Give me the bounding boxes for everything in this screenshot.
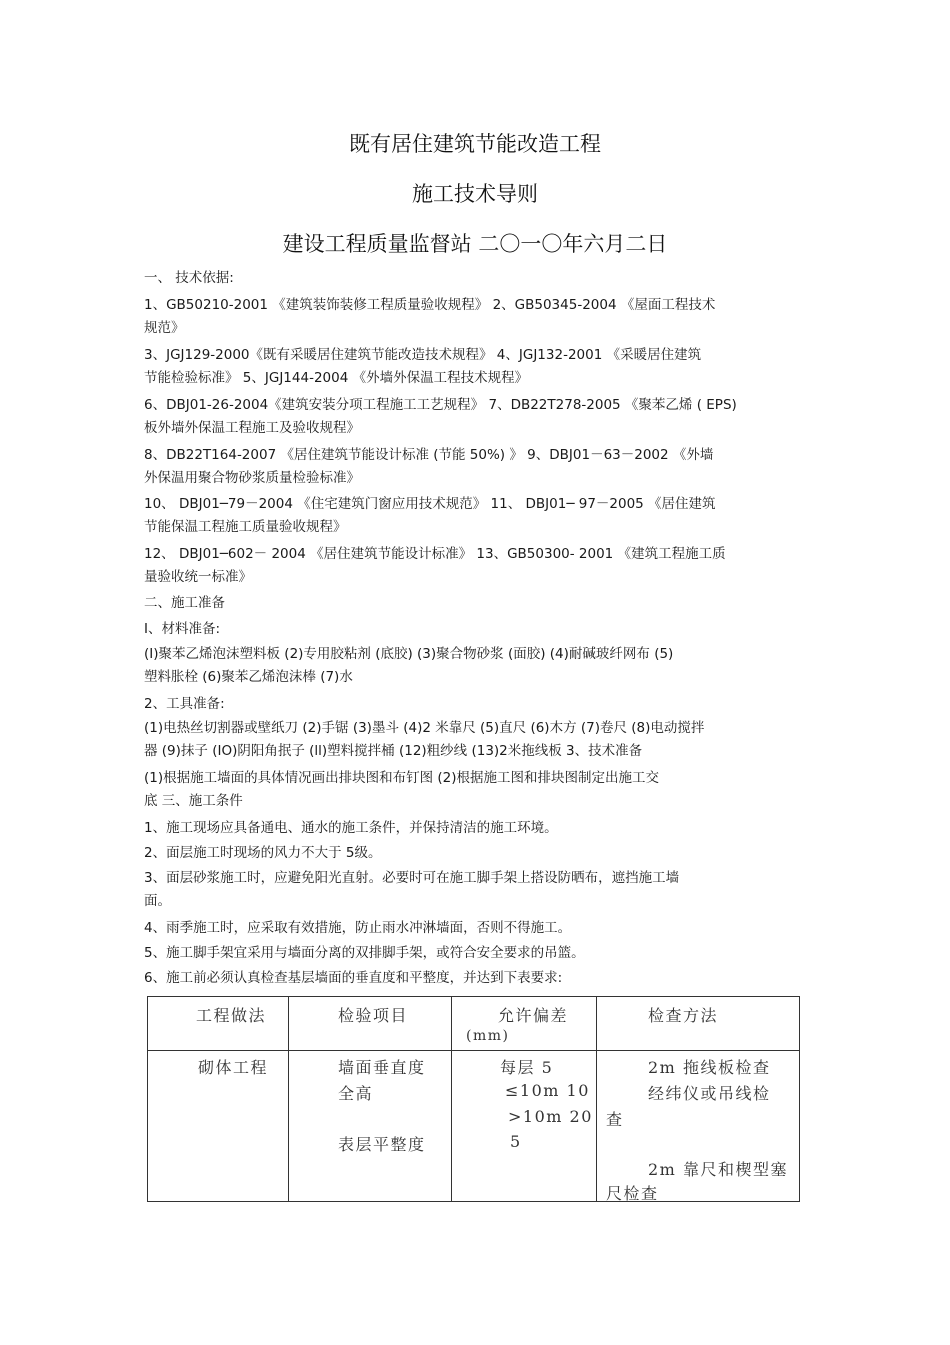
paragraph: 5、施工脚手架宜采用与墙面分离的双排脚手架，或符合安全要求的吊篮。 <box>144 945 585 961</box>
table-divider <box>288 997 289 1201</box>
paragraph: (I)聚苯乙烯泡沫塑料板 (2)专用胶粘剂 (底胶) (3)聚合物砂浆 (面胶) (4)耐碱玻纤网布 (5) 塑料胀栓 (6)聚苯乙烯泡沫棒 (7)水 <box>144 646 674 685</box>
table-header-divider <box>148 1050 799 1051</box>
table-divider <box>451 997 452 1201</box>
cell-check: 查 <box>606 1110 624 1129</box>
wall-tolerance-table <box>147 996 800 1202</box>
paragraph: 3、面层砂浆施工时，应避免阳光直射。必要时可在施工脚手架上搭设防晒布，遮挡施工墙 面。 <box>144 870 680 909</box>
paragraph: 1、施工现场应具备通电、通水的施工条件，并保持清洁的施工环境。 <box>144 820 558 836</box>
cell-tolerance: >10m 20 <box>508 1107 593 1126</box>
paragraph: 6、DBJ01-26-2004《建筑安装分项工程施工工艺规程》 7、DB22T278-2005 《聚苯乙烯 ( EPS) 板外墙外保温工程施工及验收规程》 <box>144 397 737 436</box>
paragraph: 1、GB50210-2001 《建筑装饰装修工程质量验收规程》 2、GB50345-2004 《屋面工程技术 规范》 <box>144 297 716 336</box>
header-check: 检查方法 <box>648 1006 719 1025</box>
cell-check: 尺检查 <box>606 1184 659 1203</box>
subsection-heading: I、材料准备: <box>144 621 221 637</box>
header-tolerance-unit: (mm) <box>466 1028 510 1044</box>
header-item: 检验项目 <box>338 1006 409 1025</box>
header-tolerance: 允许偏差 <box>498 1006 569 1025</box>
subsection-heading: 2、工具准备: <box>144 696 225 712</box>
paragraph: 一、 技术依据: <box>144 270 234 286</box>
cell-check: 经纬仪或吊线检 <box>648 1084 771 1103</box>
paragraph: 12、 DBJ01─602－ 2004 《居住建筑节能设计标准》 13、GB50300- 2001 《建筑工程施工质 量验收统一标准》 <box>144 546 726 585</box>
cell-check: 2m 拖线板检查 <box>648 1058 771 1077</box>
paragraph: (1)根据施工墙面的具体情况画出排块图和布钉图 (2)根据施工图和排块图制定出施工交 底 三、施工条件 <box>144 770 660 809</box>
cell-tolerance: 每层 5 <box>500 1058 554 1077</box>
paragraph: 10、 DBJ01─79－2004 《住宅建筑门窗应用技术规范》 11、 DBJ01─ 97－2005 《居住建筑 节能保温工程施工质量验收规程》 <box>144 496 716 535</box>
paragraph: 6、施工前必须认真检查基层墙面的垂直度和平整度，并达到下表要求: <box>144 970 563 986</box>
cell-item: 表层平整度 <box>338 1135 426 1154</box>
document-subtitle: 施工技术导则 <box>412 182 538 206</box>
cell-check: 2m 靠尺和楔型塞 <box>648 1160 788 1179</box>
cell-tolerance: 5 <box>510 1132 522 1151</box>
paragraph: 3、JGJ129-2000《既有采暖居住建筑节能改造技术规程》 4、JGJ132-2001 《采暖居住建筑 节能检验标准》 5、JGJ144-2004 《外墙外保温工程技术规程》 <box>144 347 702 386</box>
paragraph: 4、雨季施工时，应采取有效措施，防止雨水冲淋墙面，否则不得施工。 <box>144 920 572 936</box>
issuer-date-line: 建设工程质量监督站 二〇一〇年六月二日 <box>282 232 668 256</box>
paragraph: 8、DB22T164-2007 《居住建筑节能设计标准 (节能 50%) 》 9、DBJ01－63－2002 《外墙 外保温用聚合物砂浆质量检验标准》 <box>144 447 714 486</box>
paragraph: 2、面层施工时现场的风力不大于 5级。 <box>144 845 382 861</box>
table-divider <box>596 997 597 1201</box>
document-title: 既有居住建筑节能改造工程 <box>349 132 601 156</box>
cell-method: 砌体工程 <box>198 1058 269 1077</box>
paragraph: (1)电热丝切割器或壁纸刀 (2)手锯 (3)墨斗 (4)2 米靠尺 (5)直尺 (6)木方 (7)卷尺 (8)电动搅拌 器 (9)抹子 (IO)阴阳角抿子 (ll)塑料搅拌桶 (12)粗纱线 (13)2米拖线板 3、技术准备 <box>144 720 705 759</box>
header-method: 工程做法 <box>196 1006 267 1025</box>
section-heading: 二、施工准备 <box>144 595 225 611</box>
cell-item: 墙面垂直度 <box>338 1058 426 1077</box>
cell-item: 全高 <box>338 1084 374 1103</box>
cell-tolerance: ≤10m 10 <box>505 1081 590 1100</box>
